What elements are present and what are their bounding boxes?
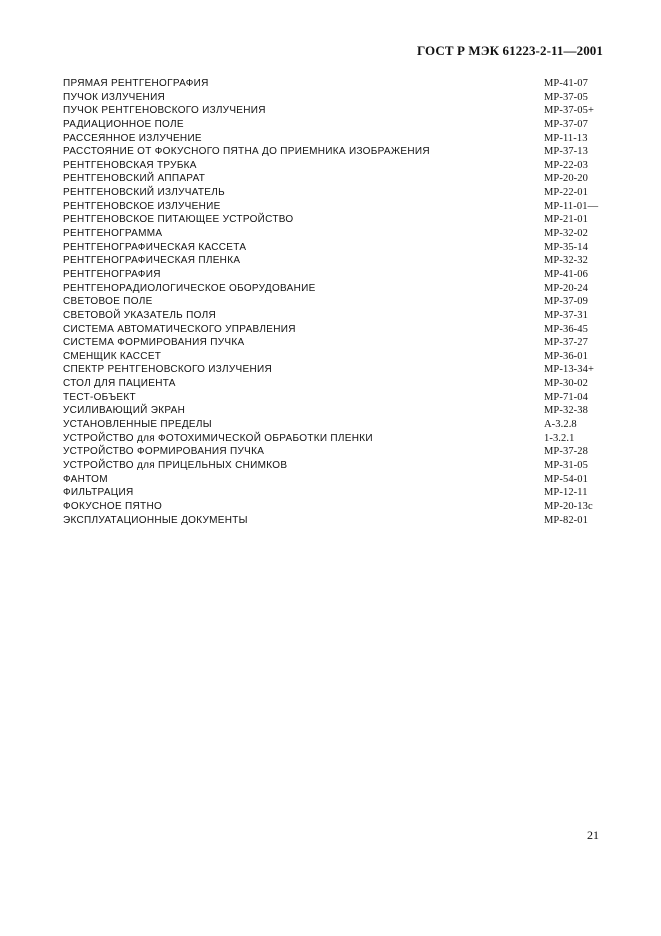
index-row [63,432,603,446]
index-code: MP-11-13 [544,132,588,144]
index-row [63,91,603,105]
index-code: MP-37-31 [544,309,588,321]
index-code: MP-22-03 [544,159,588,171]
index-term: СВЕТОВОЕ ПОЛЕ [63,296,153,308]
index-term: СВЕТОВОЙ УКАЗАТЕЛЬ ПОЛЯ [63,309,216,321]
index-row [63,77,603,91]
index-term: РЕНТГЕНОГРАФИЯ [63,268,161,280]
index-term: ЭКСПЛУАТАЦИОННЫЕ ДОКУМЕНТЫ [63,514,248,526]
index-row [63,363,603,377]
index-term: УСИЛИВАЮЩИЙ ЭКРАН [63,405,186,417]
index-term: СИСТЕМА АВТОМАТИЧЕСКОГО УПРАВЛЕНИЯ [63,323,296,335]
index-row [63,336,603,350]
index-row [63,377,603,391]
index-row [63,445,603,459]
index-term: ПРЯМАЯ РЕНТГЕНОГРАФИЯ [63,78,209,89]
index-code: MP-37-05+ [544,105,594,117]
index-term: ТЕСТ-ОБЪЕКТ [63,391,136,403]
index-code: MP-37-05 [544,91,588,103]
index-code: MP-11-01— [544,200,599,212]
index-term: СИСТЕМА ФОРМИРОВАНИЯ ПУЧКА [63,337,245,349]
index-row [63,514,603,528]
index-term: УСТРОЙСТВО для ПРИЦЕЛЬНЫХ СНИМКОВ [63,459,288,471]
index-term: РЕНТГЕНОГРАФИЧЕСКАЯ КАССЕТА [63,241,247,253]
index-term: РАССЕЯННОЕ ИЗЛУЧЕНИЕ [63,132,202,144]
term-index [63,77,603,527]
index-code: MP-30-02 [544,378,588,390]
index-row [63,104,603,118]
index-row [63,459,603,473]
index-row [63,200,603,214]
index-row [63,404,603,418]
index-code: MP-37-28 [544,446,588,458]
index-term: УСТРОЙСТВО ФОРМИРОВАНИЯ ПУЧКА [63,446,265,458]
index-code: MP-41-07 [544,78,588,89]
index-term: СТОЛ ДЛЯ ПАЦИЕНТА [63,378,176,390]
index-term: РЕНТГЕНОВСКИЙ ИЗЛУЧАТЕЛЬ [63,187,225,199]
index-code: MP-37-27 [544,337,588,349]
page-number: 21 [587,828,599,842]
index-row [63,159,603,173]
index-term: РАССТОЯНИЕ ОТ ФОКУСНОГО ПЯТНА ДО ПРИЕМНИКА ИЗОБРАЖЕНИЯ [63,146,430,158]
index-code: MP-37-07 [544,118,588,130]
index-code: MP-20-24 [544,282,588,294]
index-term: РАДИАЦИОННОЕ ПОЛЕ [63,118,184,130]
index-term: РЕНТГЕНОВСКИЙ АППАРАТ [63,173,206,185]
index-code: MP-37-13 [544,146,588,158]
index-term: РЕНТГЕНОВСКАЯ ТРУБКА [63,159,197,171]
index-term: СМЕНЩИК КАССЕТ [63,350,162,362]
index-code: MP-22-01 [544,187,588,199]
index-code: MP-82-01 [544,514,588,526]
index-row [63,282,603,296]
index-code: MP-12-11 [544,487,588,499]
index-row [63,350,603,364]
index-term: ФАНТОМ [63,473,108,485]
index-row [63,500,603,514]
index-row [63,418,603,432]
index-term: РЕНТГЕНОРАДИОЛОГИЧЕСКОЕ ОБОРУДОВАНИЕ [63,282,316,294]
index-code: MP-31-05 [544,459,588,471]
index-code: MP-41-06 [544,268,588,280]
index-code: А-3.2.8 [544,419,577,431]
index-code: MP-20-13с [544,500,593,512]
index-code: MP-37-09 [544,296,588,308]
index-code: MP-32-38 [544,405,588,417]
index-code: MP-21-01 [544,214,588,226]
index-code: MP-36-45 [544,323,588,335]
index-row [63,323,603,337]
index-term: ФОКУСНОЕ ПЯТНО [63,500,163,512]
index-code: MP-71-04 [544,391,588,403]
index-term: ФИЛЬТРАЦИЯ [63,487,134,499]
index-row [63,268,603,282]
index-row [63,241,603,255]
index-row [63,172,603,186]
index-row [63,254,603,268]
index-code: MP-32-32 [544,255,588,267]
index-row [63,213,603,227]
index-code: MP-20-20 [544,173,588,185]
index-term: ПУЧОК РЕНТГЕНОВСКОГО ИЗЛУЧЕНИЯ [63,105,266,117]
index-term: РЕНТГЕНОГРАФИЧЕСКАЯ ПЛЕНКА [63,255,241,267]
document-header: ГОСТ Р МЭК 61223-2-11—2001 [416,43,603,58]
index-code: 1-3.2.1 [544,432,575,444]
index-term: РЕНТГЕНОВСКОЕ ИЗЛУЧЕНИЕ [63,200,221,212]
index-code: MP-32-02 [544,228,588,240]
index-code: MP-35-14 [544,241,588,253]
index-term: СПЕКТР РЕНТГЕНОВСКОГО ИЗЛУЧЕНИЯ [63,364,272,376]
index-row [63,227,603,241]
index-row [63,309,603,323]
index-term: УСТАНОВЛЕННЫЕ ПРЕДЕЛЫ [63,419,212,431]
index-row [63,295,603,309]
index-row [63,391,603,405]
index-code: MP-36-01 [544,350,588,362]
index-term: РЕНТГЕНОВСКОЕ ПИТАЮЩЕЕ УСТРОЙСТВО [63,214,294,226]
index-term: УСТРОЙСТВО для ФОТОХИМИЧЕСКОЙ ОБРАБОТКИ ПЛЕНКИ [63,432,373,444]
index-row [63,486,603,500]
index-row [63,118,603,132]
index-code: MP-13-34+ [544,364,594,376]
index-row [63,473,603,487]
index-row [63,132,603,146]
index-code: MP-54-01 [544,473,588,485]
index-term: РЕНТГЕНОГРАММА [63,228,163,240]
index-row [63,186,603,200]
index-row [63,145,603,159]
index-term: ПУЧОК ИЗЛУЧЕНИЯ [63,91,166,103]
